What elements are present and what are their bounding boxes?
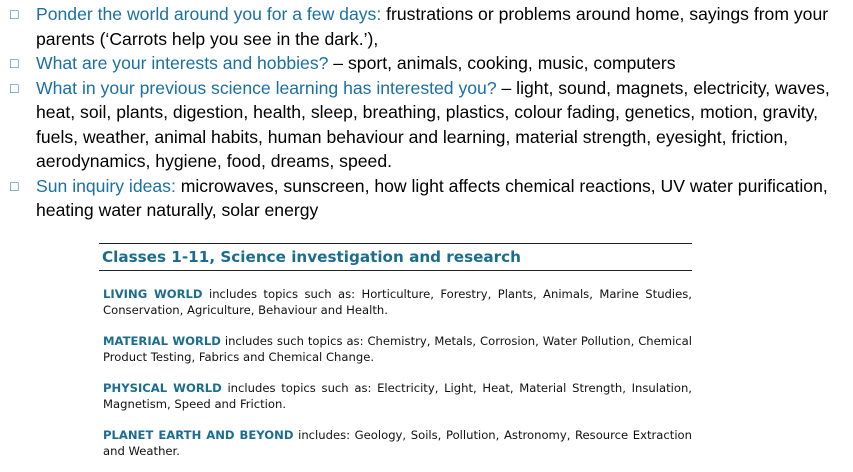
entry-text: includes topics such as: Electricity, Light, Heat, Material Strength, Insulation, Magnetism, Speed and Friction. <box>103 381 692 411</box>
bullet-text: microwaves, sunscreen, how light affects chemical reactions, UV water purification, heating water naturally, solar energy <box>36 175 828 220</box>
entry-planet-earth <box>103 427 692 459</box>
bullet-ponder-world <box>10 2 845 51</box>
bullet-lead: Ponder the world around you for a few days: <box>36 4 382 24</box>
entry-heading: LIVING WORLD <box>103 287 203 301</box>
panel-title: Classes 1-11, Science investigation and research <box>99 243 692 271</box>
checkbox-square-icon: □ <box>10 177 19 194</box>
bullet-sun-inquiry <box>10 174 845 223</box>
checkbox-square-icon: □ <box>10 79 19 96</box>
entry-text: includes: Geology, Soils, Pollution, Astronomy, Resource Extraction and Weather. <box>103 428 692 458</box>
bullet-lead: Sun inquiry ideas: <box>36 175 176 196</box>
checkbox-square-icon: □ <box>10 55 19 71</box>
entry-heading: MATERIAL WORLD <box>103 334 221 348</box>
bullet-text: – sport, animals, cooking, music, computers <box>328 53 676 73</box>
bullet-lead: What in your previous science learning has interested you? <box>36 77 497 98</box>
entry-heading: PLANET EARTH AND BEYOND <box>103 428 294 442</box>
entry-physical-world <box>103 380 692 412</box>
entry-material-world <box>103 333 692 365</box>
bullet-text: frustrations or problems around home, sayings from your parents (‘Carrots help you see in the dark.’), <box>36 4 829 49</box>
bullet-interests-hobbies <box>10 51 845 76</box>
checkbox-square-icon: □ <box>10 6 19 22</box>
idea-bullet-list <box>10 2 845 223</box>
science-classes-panel <box>99 243 692 459</box>
bullet-previous-learning <box>10 76 845 174</box>
entry-text: includes such topics as: Chemistry, Metals, Corrosion, Water Pollution, Chemical Product Testing, Fabrics and Chemical Change. <box>103 334 692 364</box>
entry-text: includes topics such as: Horticulture, Forestry, Plants, Animals, Marine Studies, Conservation, Agriculture, Behaviour and Health. <box>103 287 692 317</box>
bullet-text: – light, sound, magnets, electricity, waves, heat, soil, plants, digestion, health, sleep, breathing, plastics, colour fading, genetics, motion, gravity, fuels, weather, animal habits, human behaviour and learning, material strength, eyesight, friction, aerodynamics, hygiene, food, dreams, speed. <box>36 77 830 171</box>
bullet-lead: What are your interests and hobbies? <box>36 53 329 73</box>
entry-heading: PHYSICAL WORLD <box>103 381 222 395</box>
entry-living-world <box>103 286 692 318</box>
